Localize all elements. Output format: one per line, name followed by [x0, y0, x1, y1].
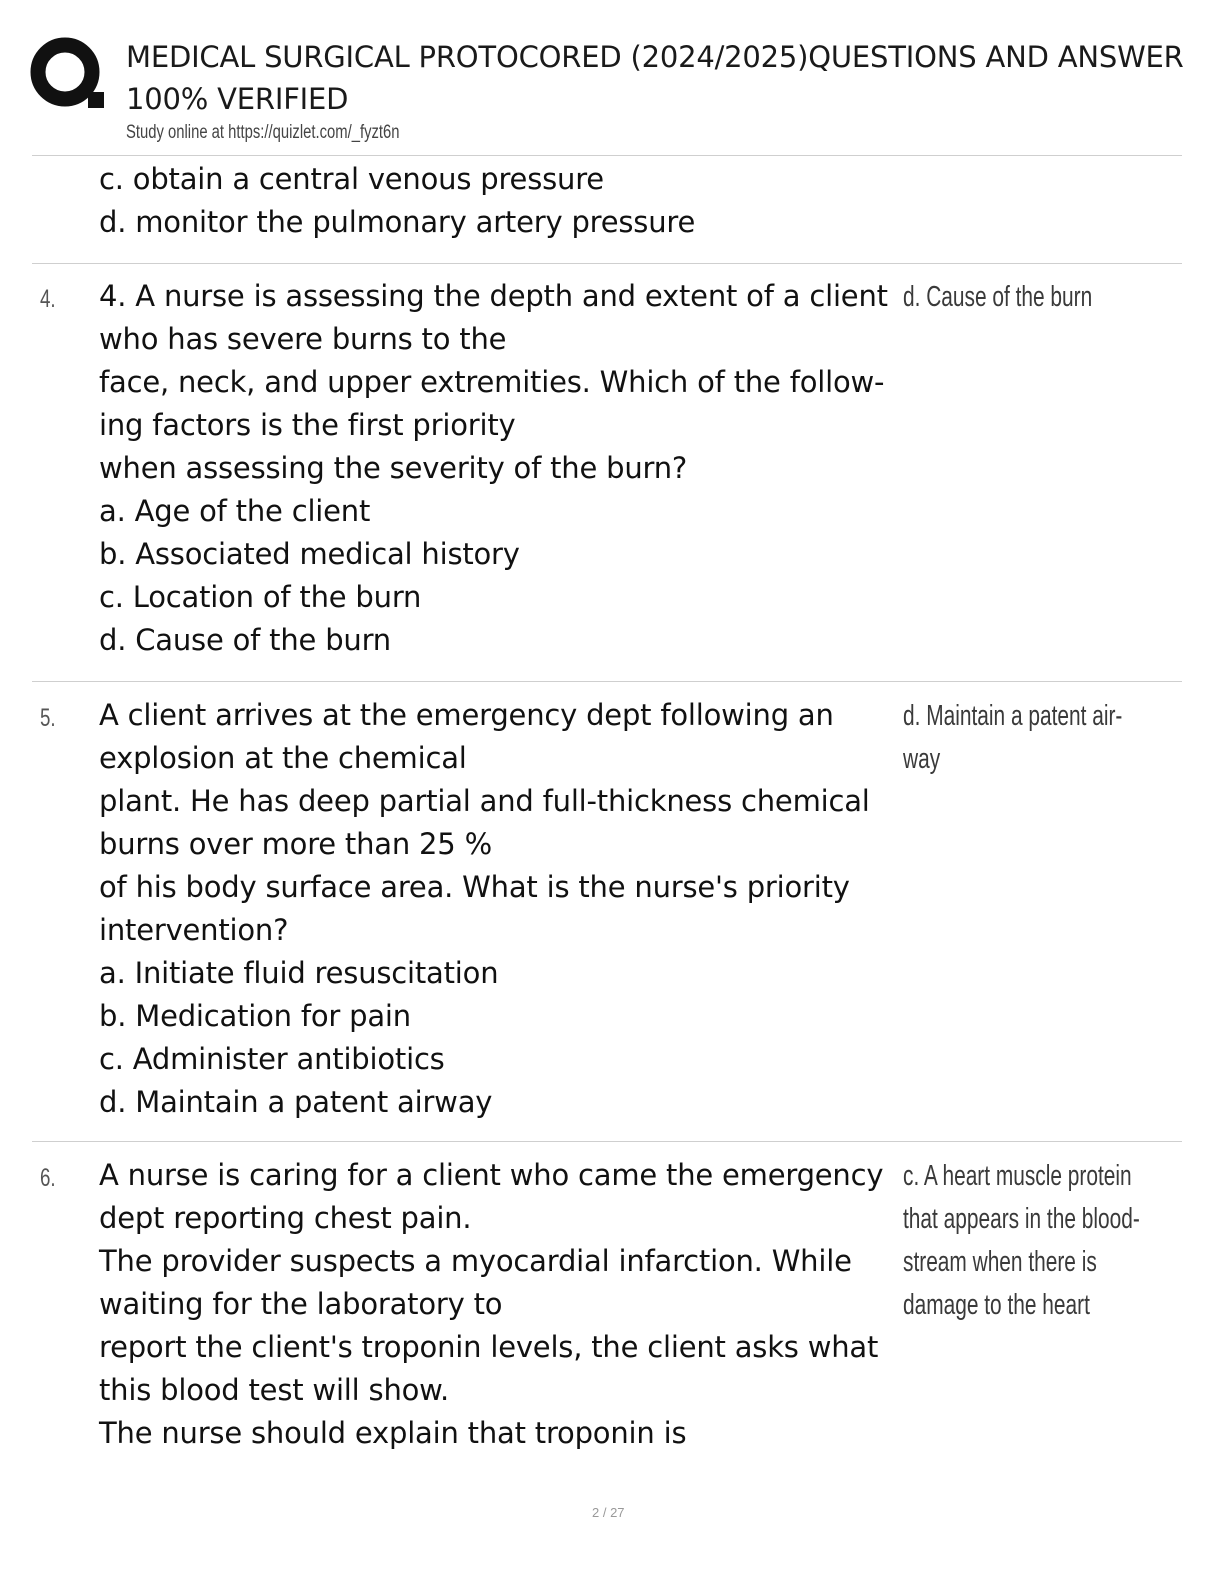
question-line: 4. A nurse is assessing the depth and extent of a client — [99, 279, 888, 313]
card-number: 6. — [40, 1164, 56, 1192]
answer-line: d. Cause of the burn — [903, 281, 1093, 313]
card-number: 4. — [40, 285, 56, 313]
question-line: of his body surface area. What is the nurse's priority — [99, 870, 850, 904]
study-online-link[interactable]: Study online at https://quizlet.com/_fyzt6n — [126, 122, 400, 143]
answer-line: damage to the heart — [903, 1289, 1090, 1321]
question-line: d. monitor the pulmonary artery pressure — [99, 205, 696, 239]
question-line: when assessing the severity of the burn? — [99, 451, 688, 485]
answer-line: c. A heart muscle protein — [903, 1160, 1132, 1192]
question-line: ing factors is the first priority — [99, 408, 516, 442]
card-number: 5. — [40, 704, 56, 732]
option-b: b. Medication for pain — [99, 999, 411, 1033]
answer-text — [903, 276, 1092, 319]
option-c: c. Administer antibiotics — [99, 1042, 445, 1076]
question-text — [99, 275, 899, 662]
question-line: The nurse should explain that troponin is — [99, 1416, 687, 1450]
quizlet-logo-icon — [30, 34, 106, 112]
question-line: this blood test will show. — [99, 1373, 450, 1407]
title-line-2: 100% VERIFIED — [126, 82, 349, 116]
question-line: dept reporting chest pain. — [99, 1201, 472, 1235]
question-line: A client arrives at the emergency dept following an — [99, 698, 834, 732]
option-c: c. Location of the burn — [99, 580, 422, 614]
card-divider — [32, 1141, 1182, 1142]
option-d: d. Cause of the burn — [99, 623, 391, 657]
continuation-question — [99, 158, 899, 244]
question-line: who has severe burns to the — [99, 322, 507, 356]
option-a: a. Age of the client — [99, 494, 371, 528]
question-line: intervention? — [99, 913, 289, 947]
option-d: d. Maintain a patent airway — [99, 1085, 493, 1119]
page-number: 2 / 27 — [592, 1505, 625, 1520]
question-line: waiting for the laboratory to — [99, 1287, 503, 1321]
question-line: A nurse is caring for a client who came the emergency — [99, 1158, 884, 1192]
answer-line: that appears in the blood- — [903, 1203, 1140, 1235]
question-line: plant. He has deep partial and full-thickness chemical — [99, 784, 870, 818]
question-line: The provider suspects a myocardial infarction. While — [99, 1244, 852, 1278]
option-b: b. Associated medical history — [99, 537, 520, 571]
question-line: burns over more than 25 % — [99, 827, 492, 861]
card-divider — [32, 681, 1182, 682]
document-title — [126, 36, 1216, 120]
question-line: face, neck, and upper extremities. Which of the follow- — [99, 365, 885, 399]
answer-line: stream when there is — [903, 1246, 1097, 1278]
question-line: c. obtain a central venous pressure — [99, 162, 604, 196]
card-divider — [32, 263, 1182, 264]
answer-line: d. Maintain a patent air- — [903, 700, 1123, 732]
header-divider — [32, 155, 1182, 156]
question-text — [99, 1154, 899, 1455]
question-line: report the client's troponin levels, the client asks what — [99, 1330, 879, 1364]
answer-text — [903, 1155, 1140, 1327]
option-a: a. Initiate fluid resuscitation — [99, 956, 499, 990]
answer-line: way — [903, 743, 941, 775]
question-line: explosion at the chemical — [99, 741, 467, 775]
answer-text — [903, 695, 1122, 781]
title-line-1: MEDICAL SURGICAL PROTOCORED (2024/2025)QUESTIONS AND ANSWER — [126, 40, 1184, 74]
question-text — [99, 694, 899, 1124]
